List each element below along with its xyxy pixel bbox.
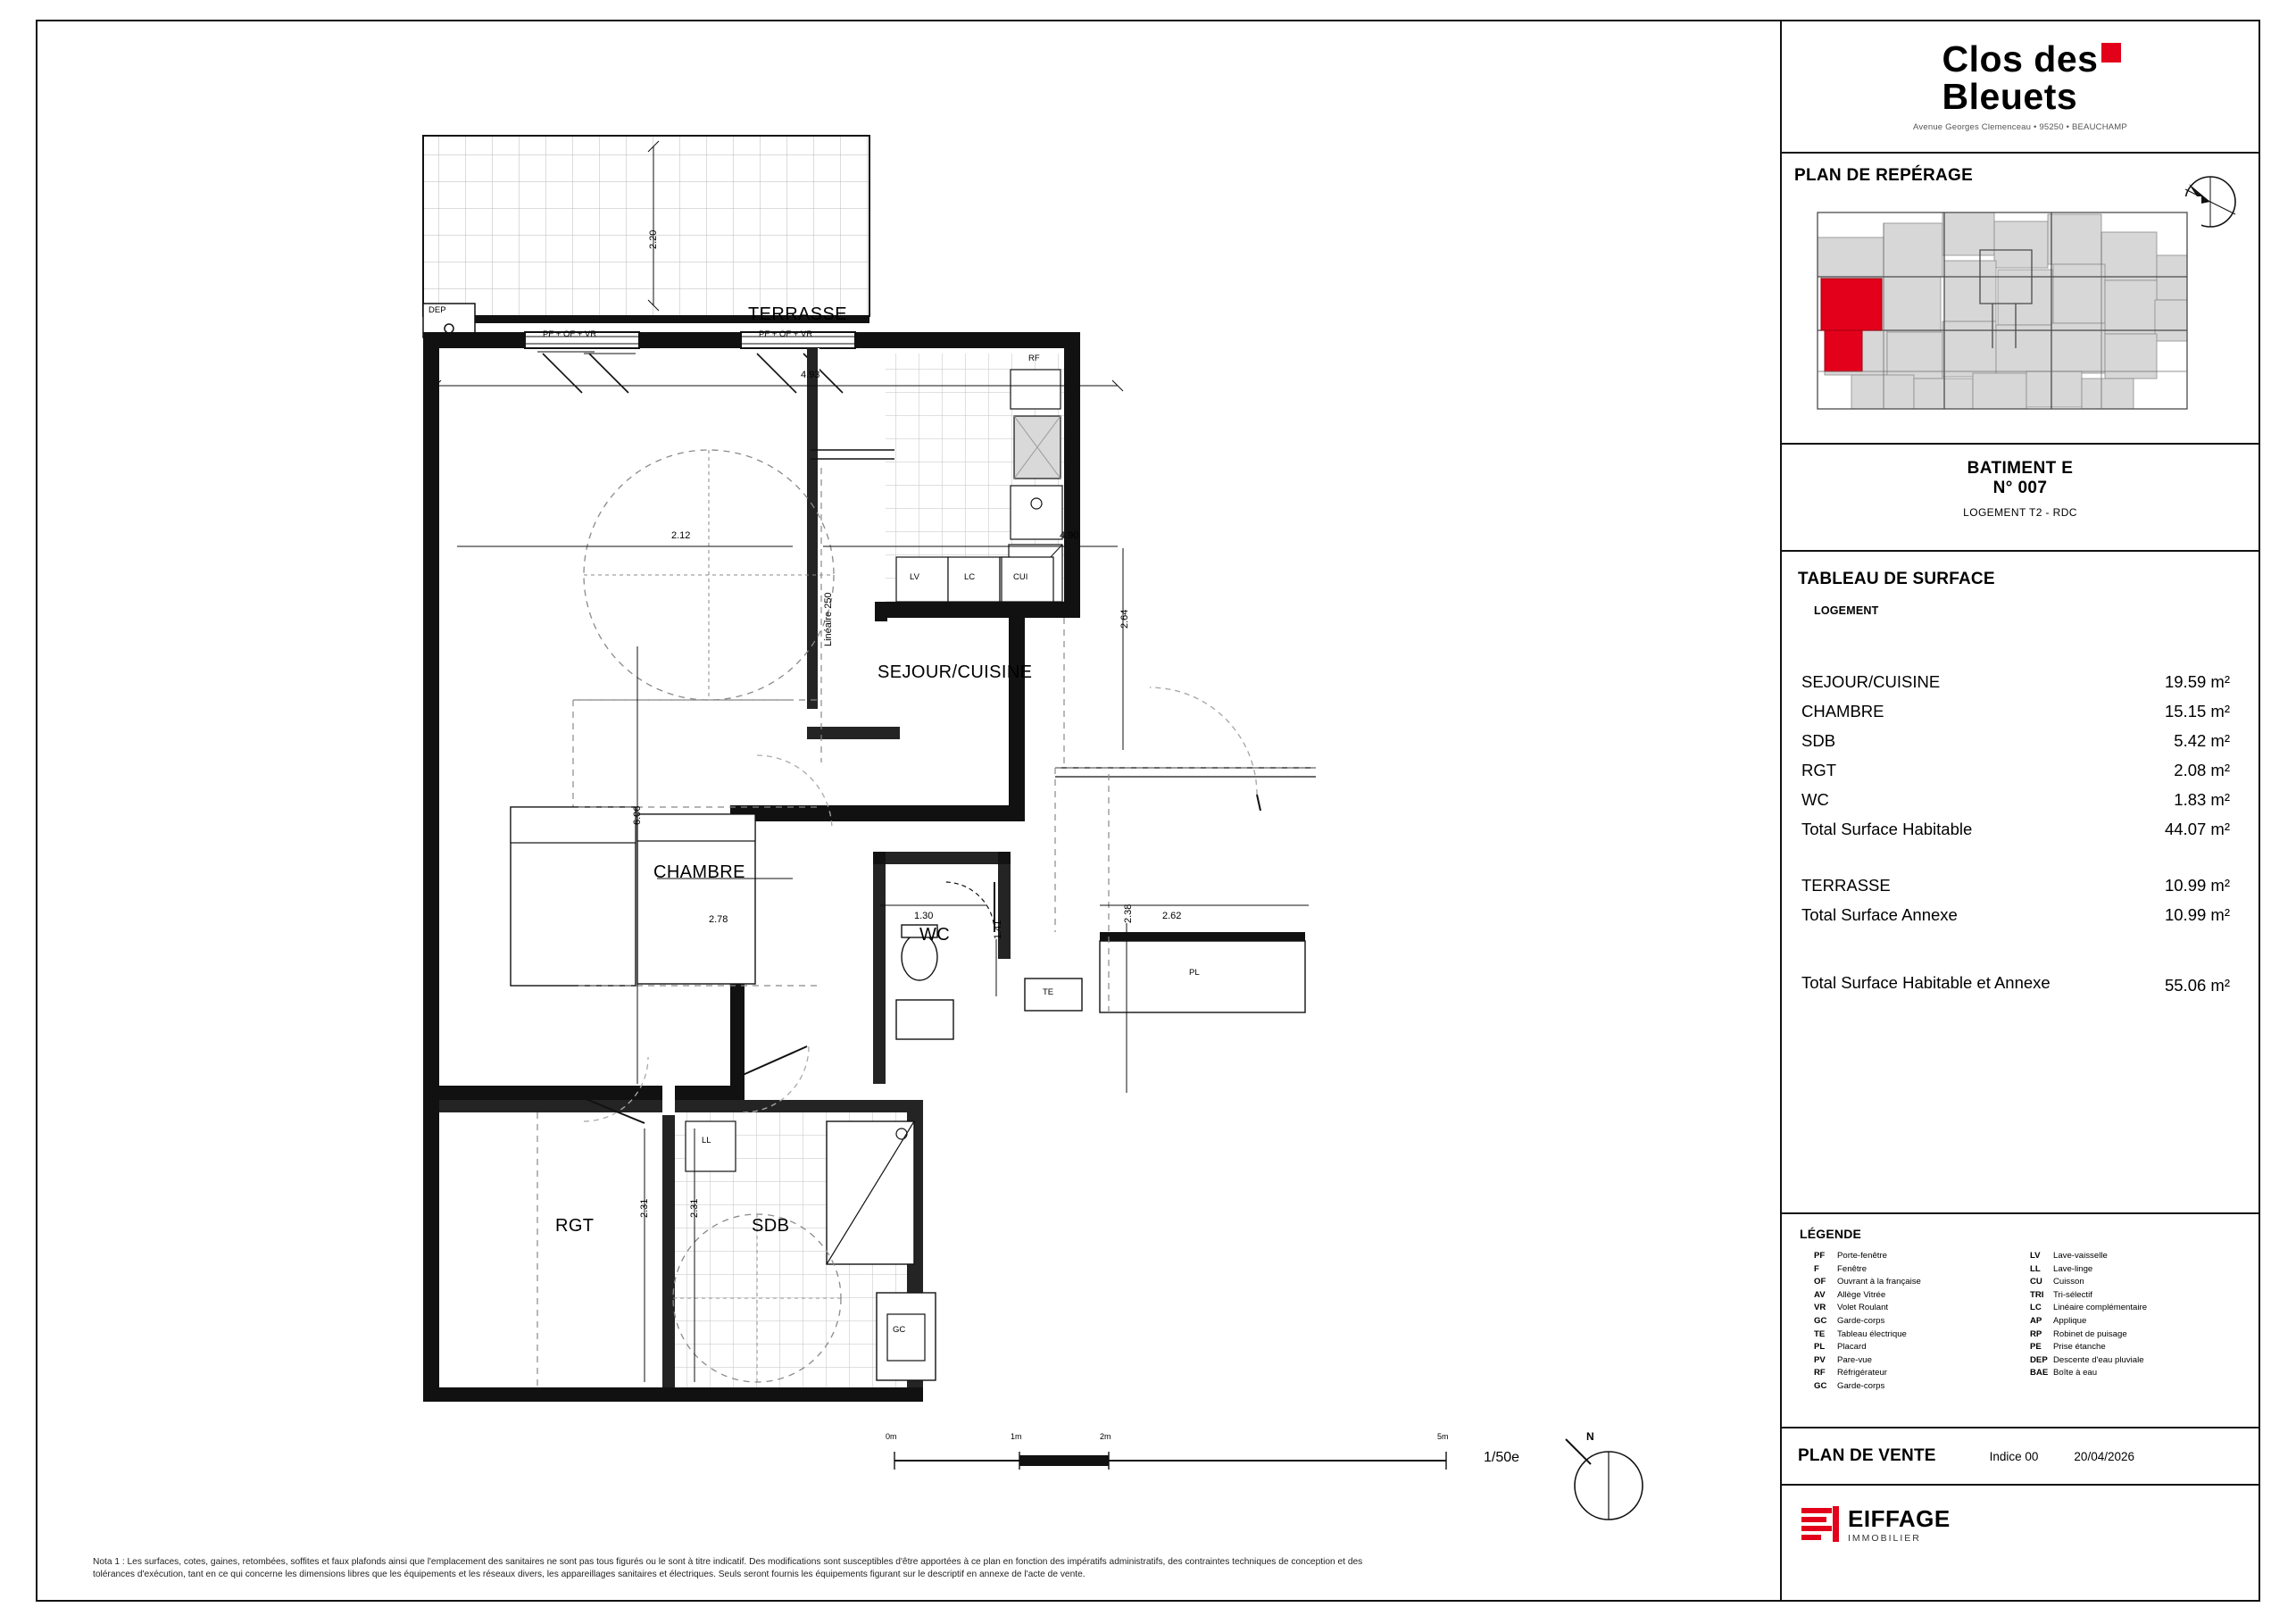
legend-item (2017, 1302, 2234, 1315)
dim-chambre-horizontal: 2.78 (709, 914, 728, 925)
surface-row-value: 1.83 m² (2174, 790, 2230, 809)
legend-text: Tri-sélectif (2053, 1289, 2092, 1300)
logo-line1: Clos des (1942, 37, 2099, 79)
legend-item (1801, 1250, 2017, 1263)
plan-sheet (36, 20, 2260, 1602)
surface-row-total-habitable (1801, 814, 2230, 844)
legend-item (1801, 1328, 2017, 1342)
plan-de-vente-title: PLAN DE VENTE (1798, 1446, 1936, 1465)
project-address: Avenue Georges Clemenceau • 95250 • BEAUCHAMP (1913, 122, 2127, 133)
surface-row-grand-total (1801, 970, 2230, 1000)
brand-sub: IMMOBILIER (1848, 1532, 1921, 1544)
brand-name: EIFFAGE (1848, 1504, 1951, 1532)
tag-rf: RF (1028, 354, 1040, 363)
surface-row-label: RGT (1801, 761, 1837, 779)
legend-abbr: AP (2030, 1315, 2042, 1326)
legend-block (1782, 1214, 2259, 1428)
legend-text: Robinet de puisage (2053, 1328, 2127, 1339)
eiffage-logo-icon (1801, 1506, 1839, 1542)
legend-text: Pare-vue (1837, 1354, 1872, 1365)
scale-tick-2: 2m (1100, 1432, 1111, 1441)
legend-item (1801, 1367, 2017, 1380)
legend-text: Volet Roulant (1837, 1303, 1889, 1313)
surface-row-value: 2.08 m² (2174, 761, 2230, 779)
surface-row-value: 44.07 m² (2164, 820, 2230, 838)
surface-row-terrasse (1801, 870, 2230, 900)
room-label-sejour-cuisine: SEJOUR/CUISINE (878, 662, 1033, 682)
dim-wc-horizontal: 1.30 (914, 911, 934, 921)
project-logo-block (1782, 21, 2259, 154)
scale-tick-0: 0m (886, 1432, 897, 1441)
surface-row-value: 10.99 m² (2164, 905, 2230, 924)
surface-row (1801, 667, 2230, 696)
tag-lineaire-250: Linéaire 250 (823, 592, 834, 646)
legend-column-2 (2017, 1250, 2234, 1394)
legend-abbr: LL (2030, 1263, 2041, 1274)
surface-row-total-annexe (1801, 900, 2230, 929)
surface-rows (1782, 617, 2259, 1000)
room-label-terrasse: TERRASSE (748, 304, 848, 324)
legend-text: Lave-linge (2053, 1263, 2093, 1274)
surface-row-label: TERRASSE (1801, 876, 1891, 895)
keyplan-image (1801, 196, 2201, 421)
legend-text: Garde-corps (1837, 1380, 1885, 1391)
dim-sdb-vertical: 2.31 (689, 1198, 700, 1218)
legend-item (1801, 1302, 2017, 1315)
surface-row-label: Total Surface Habitable (1801, 820, 1973, 838)
surface-row-value: 19.59 m² (2164, 672, 2230, 691)
legend-text: Allège Vitrée (1837, 1289, 1886, 1300)
unit-number: N° 007 (1992, 479, 2048, 497)
legend-abbr: F (1814, 1263, 1819, 1274)
legend-item (2017, 1250, 2234, 1263)
surface-row (1801, 726, 2230, 755)
legend-text: Garde-corps (1837, 1315, 1885, 1326)
dim-chambre-vertical: 6.06 (632, 805, 643, 825)
scale-tick-3: 5m (1437, 1432, 1449, 1441)
surface-table-block (1782, 552, 2259, 1214)
tag-dep: DEP (428, 305, 446, 315)
legend-item (2017, 1276, 2234, 1289)
legend-text: Linéaire complémentaire (2053, 1303, 2148, 1313)
legend-text: Tableau électrique (1837, 1328, 1907, 1339)
legend-text: Descente d'eau pluviale (2053, 1354, 2144, 1365)
dim-wc-vertical: 1.41 (993, 920, 1003, 939)
plan-indice: Indice 00 (1989, 1449, 2039, 1463)
dim-sejour-left: 2.12 (671, 530, 691, 541)
floor-plan-drawing (37, 21, 1784, 1600)
legend-item (1801, 1354, 2017, 1368)
surface-row-label: Total Surface Annexe (1801, 905, 1958, 924)
legend-abbr: CU (2030, 1277, 2042, 1287)
surface-row-value: 55.06 m² (2164, 976, 2230, 995)
surface-row-label: WC (1801, 790, 1829, 809)
legend-abbr: PL (1814, 1342, 1826, 1353)
tag-ll: LL (702, 1136, 711, 1145)
logo-red-square (2101, 43, 2121, 62)
tag-lc: LC (964, 572, 976, 582)
legend-text: Boîte à eau (2053, 1368, 2098, 1378)
surface-row (1801, 755, 2230, 785)
surface-row-label: SDB (1801, 731, 1836, 750)
legend-abbr: TRI (2030, 1289, 2044, 1300)
surface-row-label: SEJOUR/CUISINE (1801, 672, 1941, 691)
surface-row (1801, 696, 2230, 726)
spacer (1801, 929, 2230, 970)
room-label-rgt: RGT (555, 1216, 595, 1236)
legend-item (2017, 1328, 2234, 1342)
legend-item (2017, 1354, 2234, 1368)
scale-label: 1/50e (1484, 1450, 1520, 1465)
tag-gc: GC (893, 1325, 906, 1335)
logo-wrap (1942, 37, 2099, 117)
surface-row-label: CHAMBRE (1801, 702, 1884, 720)
legend-item (2017, 1289, 2234, 1303)
tag-cui: CUI (1013, 572, 1028, 582)
legend-text: Placard (1837, 1342, 1867, 1353)
brand-block (1782, 1486, 2259, 1562)
legend-item (1801, 1276, 2017, 1289)
surface-row-value: 10.99 m² (2164, 876, 2230, 895)
legend-text: Porte-fenêtre (1837, 1251, 1887, 1261)
legend-abbr: RP (2030, 1328, 2042, 1339)
legend-column-1 (1801, 1250, 2017, 1394)
plan-date: 20/04/2026 (2074, 1449, 2134, 1463)
keyplan-title: PLAN DE REPÉRAGE (1794, 166, 1974, 185)
room-label-chambre: CHAMBRE (653, 862, 745, 882)
keyplan-vector (1801, 196, 2201, 421)
scale-tick-1: 1m (1011, 1432, 1022, 1441)
legend-abbr: DEP (2030, 1354, 2048, 1365)
legend-abbr: TE (1814, 1328, 1826, 1339)
nota-text: Nota 1 : Les surfaces, cotes, gaines, retombées, soffites et faux plafonds ainsi que l'emplacement des sanitaires ne sont pas tous figurés ou le sont à titre indicatif. Des modifications sont susceptibles d'être apportées à ce plan en fonction des impératifs administratifs, des contraintes techniques de conception et des tolérances d'exécution, tant en ce qui concerne les dimensions libres que les équipements et les réseaux divers, les appareillages sanitaires et électriques. Seuls seront fournis les équipements figurant sur le descriptif en annexe de l'acte de vente. (93, 1557, 1363, 1579)
legend-abbr: GC (1814, 1315, 1827, 1326)
legend-text: Fenêtre (1837, 1263, 1868, 1274)
legend-abbr: LV (2030, 1251, 2041, 1261)
room-label-wc: WC (919, 925, 951, 945)
surface-row-label: Total Surface Habitable et Annexe (1801, 973, 2051, 992)
legend-item (1801, 1380, 2017, 1394)
legend-item (2017, 1341, 2234, 1354)
legend-abbr: AV (1814, 1289, 1826, 1300)
surface-row (1801, 785, 2230, 814)
dim-hall-horizontal: 2.62 (1162, 911, 1182, 921)
legend-item (1801, 1263, 2017, 1277)
legend-item (2017, 1263, 2234, 1277)
tag-pl: PL (1189, 968, 1200, 978)
tag-te: TE (1043, 987, 1054, 997)
legend-columns (1782, 1241, 2259, 1394)
legend-text: Réfrigérateur (1837, 1368, 1887, 1378)
legend-abbr: OF (1814, 1277, 1826, 1287)
legend-text: Prise étanche (2053, 1342, 2106, 1353)
legend-abbr: BAE (2030, 1368, 2049, 1378)
legend-text: Lave-vaisselle (2053, 1251, 2108, 1261)
spacer (1801, 844, 2230, 870)
tag-lv: LV (910, 572, 919, 582)
legend-item (2017, 1315, 2234, 1328)
plan-vector (37, 21, 1784, 1603)
legend-abbr: PF (1814, 1251, 1826, 1261)
legend-abbr: PV (1814, 1354, 1826, 1365)
keyplan-block (1782, 154, 2259, 445)
info-panel (1780, 21, 2259, 1600)
legend-title: LÉGENDE (1800, 1227, 1862, 1241)
legend-abbr: PE (2030, 1342, 2042, 1353)
legend-item (1801, 1315, 2017, 1328)
legend-text: Ouvrant à la française (1837, 1277, 1921, 1287)
legend-item (2017, 1367, 2234, 1380)
plan-de-vente-block (1782, 1428, 2259, 1486)
tag-window-right: PF + OF + VR (759, 329, 813, 339)
legend-abbr: RF (1814, 1368, 1826, 1378)
building-block (1782, 459, 2259, 552)
legend-text: Cuisson (2053, 1277, 2084, 1287)
building-name: BATIMENT E (1967, 459, 2074, 478)
compass-north-letter: N (1586, 1430, 1594, 1443)
dim-kitchen-vertical: 2.64 (1119, 609, 1130, 629)
dim-terrasse-horizontal: 4.93 (801, 370, 820, 380)
brand-text (1848, 1505, 1951, 1544)
room-label-sdb: SDB (752, 1216, 790, 1236)
dim-terrasse-vertical: 2.20 (648, 229, 659, 249)
dim-hall-vertical: 2.38 (1123, 904, 1134, 923)
surface-row-value: 5.42 m² (2174, 731, 2230, 750)
surface-row-value: 15.15 m² (2164, 702, 2230, 720)
legend-text: Applique (2053, 1315, 2087, 1326)
surface-table-subtitle: LOGEMENT (1814, 604, 1879, 617)
unit-type: LOGEMENT T2 - RDC (1963, 506, 2077, 519)
legend-item (1801, 1341, 2017, 1354)
tag-window-left: PF + OF + VR (543, 329, 597, 339)
legend-abbr: LC (2030, 1303, 2042, 1313)
legend-abbr: VR (1814, 1303, 1826, 1313)
logo-line2: Bleuets (1942, 75, 2078, 117)
surface-table-title: TABLEAU DE SURFACE (1798, 570, 1995, 588)
dim-sejour-right: 4.90 (1060, 530, 1079, 541)
dim-rgt-vertical: 2.31 (639, 1198, 650, 1218)
legend-abbr: GC (1814, 1380, 1827, 1391)
legend-item (1801, 1289, 2017, 1303)
